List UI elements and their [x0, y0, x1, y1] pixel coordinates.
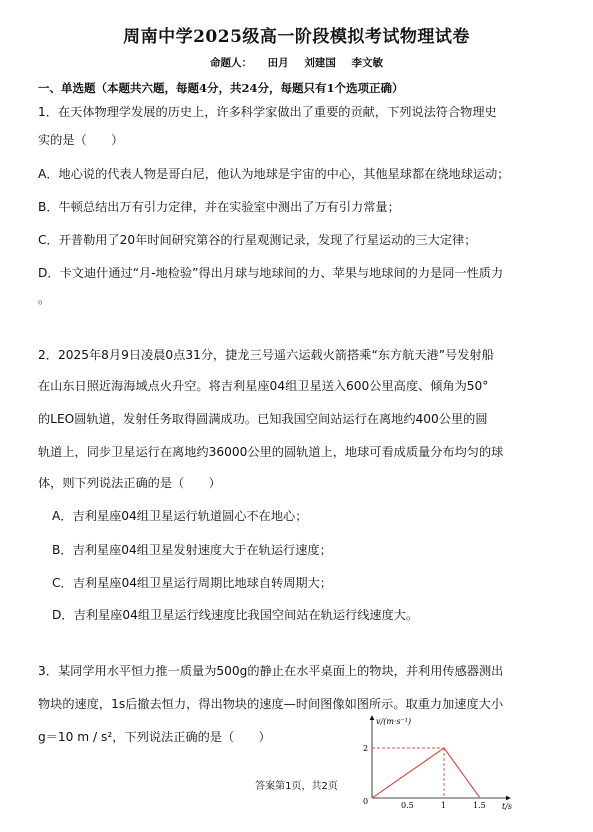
q1-option-a: A．地心说的代表人物是哥白尼，他认为地球是宇宙的中心，其他星球都在绕地球运动； — [38, 167, 510, 181]
q2-stem-line: 的LEO圆轨道，发射任务取得圆满成功。已知我国空间站运行在离地约400公里的圆 — [38, 412, 488, 426]
y-tick-label: 2 — [363, 744, 369, 753]
q2-stem-line: 2．2025年8月9日凌晨0点31分，捷龙三号遥六运载火箭搭乘“东方航天港”号发射船 — [38, 348, 494, 362]
q2-option-d: D．吉利星座04组卫星运行线速度比我国空间站在轨运行线速度大。 — [52, 608, 419, 622]
q1-stem-line: 实的是（ ） — [38, 133, 124, 147]
q2-option-b: B．吉利星座04组卫星发射速度大于在轨运行速度； — [52, 543, 332, 557]
section-heading: 一、单选题（本题共六题，每题4分，共24分，每题只有1个选项正确） — [38, 81, 404, 95]
q2-option-c: C．吉利星座04组卫星运行周期比地球自转周期大； — [52, 576, 332, 590]
y-axis-label: v/(m·s⁻¹) — [376, 717, 412, 726]
q3-stem-line: g＝10 m / s²，下列说法正确的是（ ） — [38, 730, 271, 744]
authors-label: 命题人： — [210, 57, 253, 69]
q2-stem-line: 轨道上，同步卫星运行在离地约36000公里的圆轨道上，地球可看成质量分布均匀的球 — [38, 445, 504, 459]
x-tick-label: 1 — [441, 801, 447, 810]
q3-stem-line: 3．某同学用水平恒力推一质量为500g的静止在水平桌面上的物块，并利用传感器测出 — [38, 664, 504, 678]
authors-line — [0, 55, 593, 70]
x-axis-label: t/s — [502, 802, 513, 811]
q3-stem-line: 物块的速度，1s后撤去恒力，得出物块的速度—时间图像如图所示。取重力加速度大小 — [38, 697, 504, 711]
x-tick-label: 1.5 — [473, 801, 486, 810]
q1-option-c: C．开普勒用了20年时间研究第谷的行星观测记录，发现了行星运动的三大定律； — [38, 233, 477, 247]
exam-title: 周南中学2025级高一阶段模拟考试物理试卷 — [123, 27, 470, 47]
velocity-time-graph — [360, 712, 520, 812]
q1-option-d: D．卡文迪什通过“月-地检验”得出月球与地球间的力、苹果与地球间的力是同一性质力 — [38, 266, 504, 280]
author-name: 李文敏 — [351, 57, 383, 69]
q1-option-d-cont: 。 — [38, 292, 51, 306]
author-name: 田月 — [267, 57, 289, 69]
q2-stem-line: 体，则下列说法正确的是（ ） — [38, 476, 221, 490]
q1-stem-line: 1．在天体物理学发展的历史上，许多科学家做出了重要的贡献，下列说法符合物理史 — [38, 105, 497, 119]
page-footer: 答案第1页，共2页 — [255, 781, 338, 792]
q2-stem-line: 在山东日照近海海域点火升空。将吉利星座04组卫星送入600公里高度、倾角为50° — [38, 379, 489, 393]
q2-option-a: A．吉利星座04组卫星运行轨道圆心不在地心； — [52, 509, 308, 523]
origin-label: 0 — [363, 797, 369, 806]
author-name: 刘建国 — [304, 57, 336, 69]
q1-option-b: B．牛顿总结出万有引力定律，并在实验室中测出了万有引力常量； — [38, 200, 400, 214]
x-tick-label: 0.5 — [401, 801, 414, 810]
